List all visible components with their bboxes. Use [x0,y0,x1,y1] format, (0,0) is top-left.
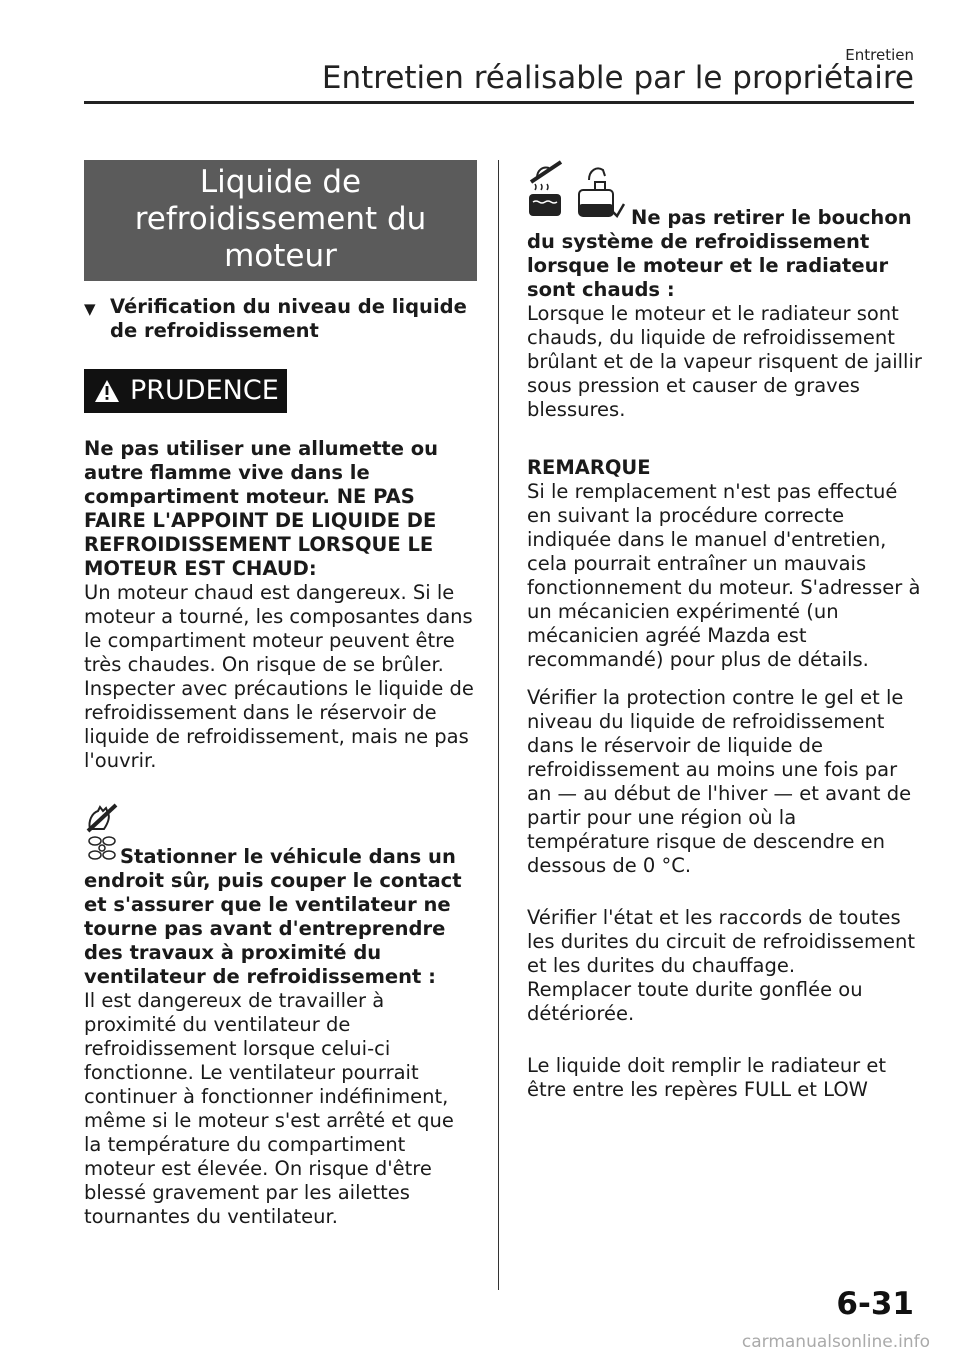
right-column [527,160,922,1102]
watermark: carmanualsonline.info [741,1332,930,1352]
cap-body-text: Lorsque le moteur et le radiateur sont chauds, du liquide de refroidissement brûlant et de la vapeur risquent de jaillir sous pression et causer de graves blessures. [527,302,922,421]
paragraph-freeze-check: Vérifier la protection contre le gel et le niveau du liquide de refroidissement dans le réservoir de liquide de refroidissement au moins une fois par an — au début de l'hiver — et avant de partir pour une région où la température risque de descendre en dessous de 0 °C. [527,686,912,877]
note-text: Si le remplacement n'est pas effectué en suivant la procédure correcte indiquée dans le manuel d'entretien, cela pourrait entraîner un mauvais fonctionnement du moteur. S'adresser à un mécanicien expérimenté (un mécanicien agréé Mazda est recommandé) pour plus de détails. [527,480,921,671]
header-rule [84,101,914,104]
warning-triangle-icon [94,379,120,403]
subheading-text: Vérification du niveau de liquide de refroidissement [110,295,467,342]
caution-badge [84,369,287,413]
subheading [84,295,476,343]
note-label: REMARQUE [527,456,651,479]
fan-bold-text: Stationner le véhicule dans un endroit sûr, puis couper le contact et s'assurer que le ventilateur ne tourne pas avant d'entreprendre des travaux à proximité du ventilateur de refroidissement : [84,845,462,988]
fan-warning [84,833,476,989]
paragraph-replace-hose: Remplacer toute durite gonflée ou détériorée. [527,978,863,1025]
fan-body-text: Il est dangereux de travailler à proximité du ventilateur de refroidissement lorsque celui-ci fonctionne. Le ventilateur pourrait continuer à fonctionner indéfiniment, même si le moteur s'est arrêté et que la température du compartiment moteur est élevée. On risque d'être blessé gravement par les ailettes tournantes du ventilateur. [84,989,454,1228]
caution-bold-text: Ne pas utiliser une allumette ou autre flamme vive dans le compartiment moteur. NE PAS FAIRE L'APPOINT DE LIQUIDE DE REFROIDISSEMENT LORSQUE LE MOTEUR EST CHAUD: [84,437,439,580]
section-title: Liquide de refroidissement du moteur [84,160,477,281]
column-divider [498,160,499,1290]
paragraph-fill-level: Le liquide doit remplir le radiateur et être entre les repères FULL et LOW [527,1054,887,1101]
cap-bold-text: Ne pas retirer le bouchon du système de refroidissement lorsque le moteur et le radiateur sont chauds : [527,206,912,301]
fan-icon [84,833,120,869]
hot-radiator-no-touch-icon [527,160,567,226]
triangle-down-icon: ▼ [84,300,96,318]
header-title: Entretien réalisable par le propriétaire [321,60,914,96]
paragraph-hoses-check: Vérifier l'état et les raccords de toutes les durites du circuit de refroidissement et les durites du chauffage. [527,906,916,977]
no-hands-icon [84,803,476,833]
header-section-label: Entretien [845,46,914,64]
page-number: 6-31 [836,1286,914,1322]
coolant-cap-icon [575,160,625,226]
left-column [84,160,476,1229]
caution-body-text: Un moteur chaud est dangereux. Si le moteur a tourné, les composantes dans le compartiment moteur peuvent être très chaudes. On risque de se brûler. Inspecter avec précautions le liquide de refroidissement dans le réservoir de liquide de refroidissement, mais ne pas l'ouvrir. [84,581,474,772]
caution-label: PRUDENCE [130,375,279,406]
fan-warning-icons [84,803,476,833]
